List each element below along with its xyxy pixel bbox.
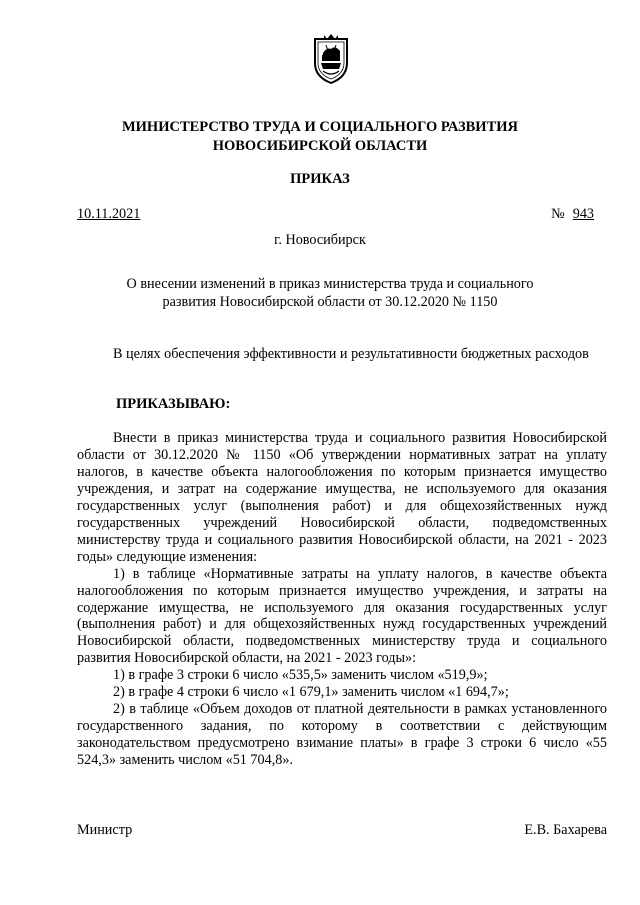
ministry-line-2: НОВОСИБИРСКОЙ ОБЛАСТИ — [212, 138, 428, 154]
number-value: 943 — [572, 206, 594, 222]
ministry-name — [0, 118, 640, 156]
signer-name: Е.В. Бахарева — [524, 822, 607, 838]
preamble — [77, 346, 607, 363]
order-subject: О внесении изменений в приказ министерства труда и социального развития Новосибирской области от 30.12.2020 № 1150 — [126, 276, 534, 310]
paragraph-item-2: 2) в таблице «Объем доходов от платной деятельности в рамках установленного государственного задания, по которому в соответствии с действующим законодательством предусмотрено взимание платы» в графе 3 строки 6 число «55 524,3» заменить числом «51 704,8». — [77, 701, 607, 769]
document-type: ПРИКАЗ — [290, 171, 350, 187]
city: г. Новосибирск — [274, 232, 366, 248]
order-body — [77, 430, 607, 769]
coat-of-arms-icon — [309, 33, 353, 85]
paragraph-subitem-2: 2) в графе 4 строки 6 число «1 679,1» заменить числом «1 694,7»; — [113, 684, 509, 701]
paragraph-subitem-1: 1) в графе 3 строки 6 число «535,5» заменить числом «519,9»; — [113, 667, 488, 684]
number-sign: № — [551, 206, 565, 222]
order-number — [551, 206, 594, 223]
paragraph-item-1: 1) в таблице «Нормативные затраты на уплату налогов, в качестве объекта налогообложения по которым признается имущество учреждения, и затраты на содержание имущества, не используемого для оказания государственных услуг (выполнения работ) и для общехозяйственных нужд государственных учреждений Новосибирской области, подведомственных министерству труда и социального развития Новосибирской области, на 2021 - 2023 годы»: — [77, 565, 607, 667]
orders-heading: ПРИКАЗЫВАЮ: — [116, 396, 231, 412]
paragraph-intro: Внести в приказ министерства труда и социального развития Новосибирской области от 30.12.2020 № 1150 «Об утверждении нормативных затрат на уплату налогов, в качестве объекта налогообложения по которым признается имущество учреждения, и затрат на содержание имущества, не используемого для оказания государственных услуг (выполнения работ) и для общехозяйственных нужд государственных учреждений Новосибирской области, подведомственных министерству труда и социального развития Новосибирской области, на 2021 - 2023 годы» следующие изменения: — [77, 430, 607, 565]
ministry-line-1: МИНИСТЕРСТВО ТРУДА И СОЦИАЛЬНОГО РАЗВИТИЯ — [121, 119, 519, 135]
preamble-text: В целях обеспечения эффективности и результативности бюджетных расходов — [113, 346, 589, 362]
order-date: 10.11.2021 — [77, 206, 141, 222]
signer-position: Министр — [77, 822, 133, 838]
